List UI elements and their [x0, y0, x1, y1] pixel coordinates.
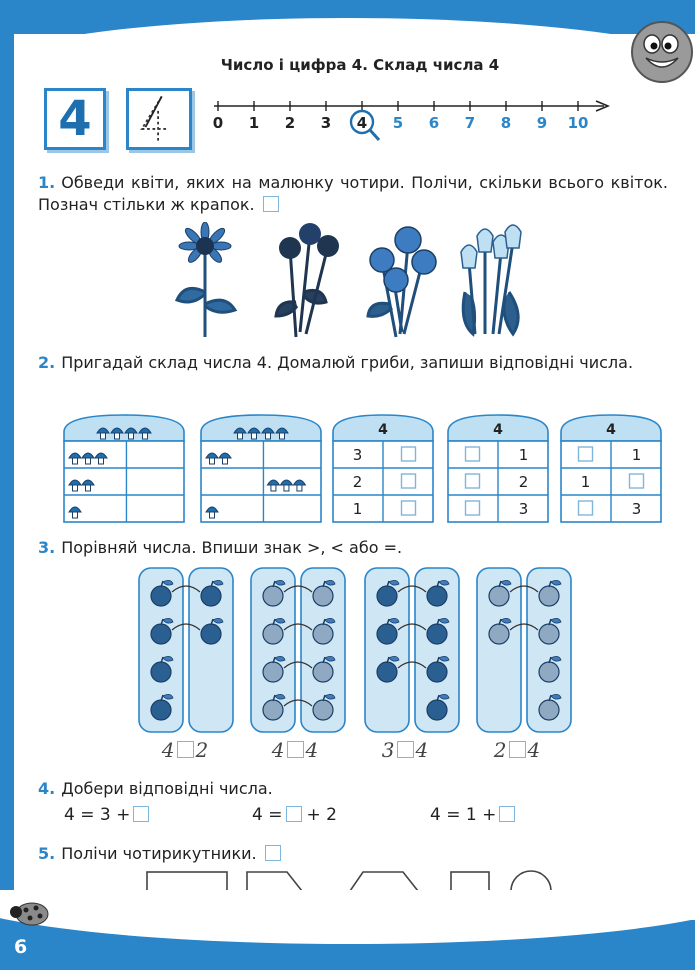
roses-icon — [368, 227, 436, 337]
task-3-text: Порівняй числа. Впиши знак >, < або =. — [61, 538, 403, 557]
task-1-number: 1. — [38, 173, 56, 192]
task-2-number: 2. — [38, 353, 56, 372]
sign-box[interactable] — [397, 741, 414, 758]
house-2 — [200, 414, 322, 524]
task-5 — [38, 843, 281, 865]
tick-label-4: 4 — [356, 114, 368, 132]
task-2 — [38, 352, 668, 374]
compare-pair-1 — [140, 738, 230, 762]
sunflower-icon — [177, 222, 235, 337]
answer-box[interactable] — [466, 474, 480, 488]
house-roof-number: 4 — [378, 422, 388, 438]
task-4-number: 4. — [38, 779, 56, 798]
house-4 — [447, 414, 549, 524]
pair-3-right: 4 — [415, 738, 429, 762]
tulips-icon — [461, 225, 521, 334]
tick-label-6: 6 — [428, 114, 440, 132]
digit-trace-box[interactable] — [126, 88, 192, 150]
house-5 — [560, 414, 662, 524]
pair-4-right: 4 — [527, 738, 541, 762]
pair-1-left: 4 — [161, 738, 175, 762]
pair-4-left: 2 — [493, 738, 507, 762]
answer-box[interactable] — [466, 501, 480, 515]
number-line — [210, 92, 610, 144]
top-band — [0, 0, 695, 34]
tick-label-7: 7 — [464, 114, 476, 132]
aster-flowers-icon — [276, 223, 339, 337]
flowers-picture[interactable] — [165, 222, 535, 342]
equation-2-right: + 2 — [306, 805, 337, 825]
task-5-number: 5. — [38, 844, 56, 863]
sign-box[interactable] — [509, 741, 526, 758]
tick-label-0: 0 — [212, 114, 224, 132]
page-number: 6 — [14, 936, 28, 958]
bottom-band — [0, 920, 695, 970]
composition-number: 1 — [580, 473, 591, 491]
answer-box[interactable] — [466, 447, 480, 461]
big-digit: 4 — [44, 88, 106, 150]
composition-number: 1 — [518, 446, 529, 464]
task-5-text: Полічи чотирикутники. — [61, 844, 257, 863]
task-2-text: Пригадай склад числа 4. Домалюй гриби, запиши відповідні числа. — [61, 353, 634, 372]
compare-pair-3 — [360, 738, 450, 762]
answer-box[interactable] — [579, 447, 593, 461]
equation-1-text: 4 = 3 + — [64, 805, 131, 825]
composition-number: 1 — [352, 500, 363, 518]
answer-box[interactable] — [402, 501, 416, 515]
tick-label-10: 10 — [567, 114, 589, 132]
composition-number: 3 — [352, 446, 363, 464]
task-1-text: Обведи квіти, яких на малюнку чотири. Полічи, скільки всього квіток. Познач стільки ж крапок. — [38, 173, 668, 214]
answer-box[interactable] — [630, 474, 644, 488]
sign-box[interactable] — [177, 741, 194, 758]
task-4 — [38, 778, 273, 800]
equation-3 — [430, 805, 515, 825]
task-3 — [38, 537, 402, 559]
page-title: Число і цифра 4. Склад числа 4 — [220, 56, 500, 74]
equation-3-text: 4 = 1 + — [430, 805, 497, 825]
house-3 — [332, 414, 434, 524]
smiley-icon — [630, 20, 694, 84]
composition-number: 3 — [631, 500, 642, 518]
tick-label-1: 1 — [248, 114, 260, 132]
task-1 — [38, 172, 668, 216]
tick-label-5: 5 — [392, 114, 404, 132]
house-1 — [63, 414, 185, 524]
sign-box[interactable] — [287, 741, 304, 758]
compare-pair-2 — [250, 738, 340, 762]
ladybug-icon — [8, 896, 52, 926]
answer-box[interactable] — [133, 806, 149, 822]
pair-3-left: 3 — [381, 738, 395, 762]
equation-2-left: 4 = — [252, 805, 283, 825]
left-band — [0, 0, 14, 970]
tick-label-8: 8 — [500, 114, 512, 132]
answer-box[interactable] — [263, 196, 279, 212]
equation-2 — [252, 805, 337, 825]
composition-number: 2 — [518, 473, 529, 491]
house-roof-number: 4 — [606, 422, 616, 438]
composition-number: 1 — [631, 446, 642, 464]
tick-label-9: 9 — [536, 114, 548, 132]
house-roof-number: 4 — [493, 422, 503, 438]
task-4-text: Добери відповідні числа. — [61, 779, 273, 798]
pair-1-right: 2 — [195, 738, 209, 762]
answer-box[interactable] — [402, 474, 416, 488]
pair-2-left: 4 — [271, 738, 285, 762]
answer-box[interactable] — [579, 501, 593, 515]
answer-box[interactable] — [286, 806, 302, 822]
tick-label-3: 3 — [320, 114, 332, 132]
tick-label-2: 2 — [284, 114, 296, 132]
answer-box[interactable] — [499, 806, 515, 822]
equation-1 — [64, 805, 149, 825]
composition-number: 3 — [518, 500, 529, 518]
answer-box[interactable] — [265, 845, 281, 861]
composition-number: 2 — [352, 473, 363, 491]
task-3-number: 3. — [38, 538, 56, 557]
compare-pair-4 — [472, 738, 562, 762]
pair-2-right: 4 — [305, 738, 319, 762]
answer-box[interactable] — [402, 447, 416, 461]
fruit-comparison — [138, 566, 578, 736]
